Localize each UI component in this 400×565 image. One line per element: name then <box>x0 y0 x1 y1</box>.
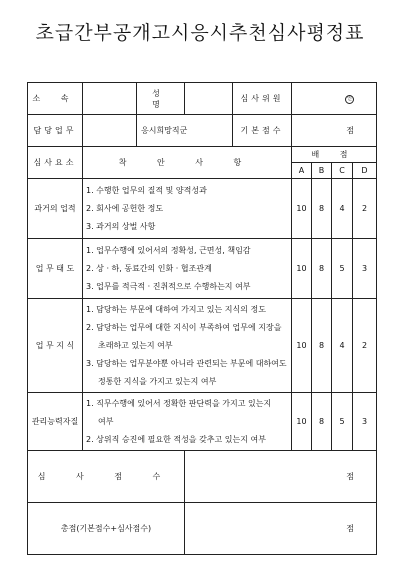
criteria-line: 2. 상위직 승진에 필요한 적성을 갖추고 있는지 여부 <box>86 434 266 444</box>
score-header: 배 점 <box>292 147 377 163</box>
evaluation-table <box>27 82 377 555</box>
element-name: 관리능력자질 <box>28 393 83 451</box>
score-c: 4 <box>332 299 353 393</box>
criteria-line: 3. 담당하는 업무분야뿐 아니라 관련되는 부문에 대하여도 <box>86 358 287 368</box>
score-c: 4 <box>332 179 353 239</box>
element-name: 업 무 지 식 <box>28 299 83 393</box>
score-b: 8 <box>312 299 332 393</box>
examiner-value[interactable] <box>292 83 377 115</box>
score-d: 2 <box>353 179 377 239</box>
document-title: 초급간부공개고시응시추천심사평정표 <box>35 22 365 44</box>
total-score-row <box>28 503 377 555</box>
name-value[interactable] <box>185 83 233 115</box>
criteria-line: 3. 업무를 적극적 · 진취적으로 수행하는지 여부 <box>86 281 251 291</box>
element-header: 심사요소 <box>28 147 83 179</box>
score-a: 10 <box>292 393 312 451</box>
grade-c-header: C <box>332 163 353 179</box>
criteria-line: 여부 <box>98 416 114 426</box>
element-name: 업 무 태 도 <box>28 239 83 299</box>
examiner-label: 심사위원 <box>233 83 292 115</box>
criteria-line: 1. 업무수행에 있어서의 정확성, 근면성, 책임감 <box>86 245 251 255</box>
header-info-row-2 <box>28 115 377 147</box>
criteria-cell <box>83 239 292 299</box>
score-c: 5 <box>332 393 353 451</box>
score-a: 10 <box>292 299 312 393</box>
review-score-label: 심 사 점 수 <box>28 451 185 503</box>
score-d: 2 <box>353 299 377 393</box>
base-score-value[interactable]: 점 <box>292 115 377 147</box>
score-a: 10 <box>292 179 312 239</box>
score-d: 3 <box>353 393 377 451</box>
criteria-line: 정통한 지식을 가지고 있는지 여부 <box>98 376 217 386</box>
score-a: 10 <box>292 239 312 299</box>
criteria-line: 1. 담당하는 부문에 대하여 가지고 있는 지식의 정도 <box>86 304 266 314</box>
criteria-line: 2. 담당하는 업무에 대한 지식이 부족하여 업무에 지장을 <box>86 322 282 332</box>
grade-b-header: B <box>312 163 332 179</box>
element-row-job-knowledge <box>28 299 377 393</box>
criteria-header-row <box>28 147 377 163</box>
score-b: 8 <box>312 239 332 299</box>
review-score-row <box>28 451 377 503</box>
criteria-cell <box>83 179 292 239</box>
base-score-label: 기본점수 <box>233 115 292 147</box>
seal-mark-icon: 인 <box>345 95 354 104</box>
score-b: 8 <box>312 179 332 239</box>
grade-d-header: D <box>353 163 377 179</box>
criteria-header: 착 안 사 항 <box>83 147 292 179</box>
criteria-line: 1. 직무수행에 있어서 정확한 판단력을 가지고 있는지 <box>86 398 272 408</box>
score-d: 3 <box>353 239 377 299</box>
criteria-line: 1. 수행한 업무의 질적 및 양적성과 <box>86 185 207 195</box>
affiliation-label: 소 속 <box>28 83 83 115</box>
review-score-value[interactable]: 점 <box>185 451 377 503</box>
element-name: 과거의 업적 <box>28 179 83 239</box>
criteria-line: 초래하고 있는지 여부 <box>98 340 173 350</box>
element-row-work-attitude <box>28 239 377 299</box>
criteria-cell <box>83 393 292 451</box>
score-b: 8 <box>312 393 332 451</box>
criteria-line: 2. 회사에 공헌한 정도 <box>86 203 164 213</box>
element-row-past-achievements <box>28 179 377 239</box>
desired-position-label: 응시희망직군 <box>137 115 233 147</box>
score-c: 5 <box>332 239 353 299</box>
duty-value[interactable] <box>83 115 137 147</box>
grade-a-header: A <box>292 163 312 179</box>
affiliation-value[interactable] <box>83 83 137 115</box>
header-info-row-1 <box>28 83 377 115</box>
criteria-line: 2. 상 · 하, 동료간의 인화 · 협조관계 <box>86 263 212 273</box>
element-row-management-ability <box>28 393 377 451</box>
duty-label: 담당업무 <box>28 115 83 147</box>
criteria-cell <box>83 299 292 393</box>
name-label: 성 명 <box>137 83 185 115</box>
criteria-line: 3. 과거의 상벌 사항 <box>86 221 156 231</box>
total-score-value[interactable]: 점 <box>185 503 377 555</box>
total-score-label: 총점(기본점수+심사점수) <box>28 503 185 555</box>
